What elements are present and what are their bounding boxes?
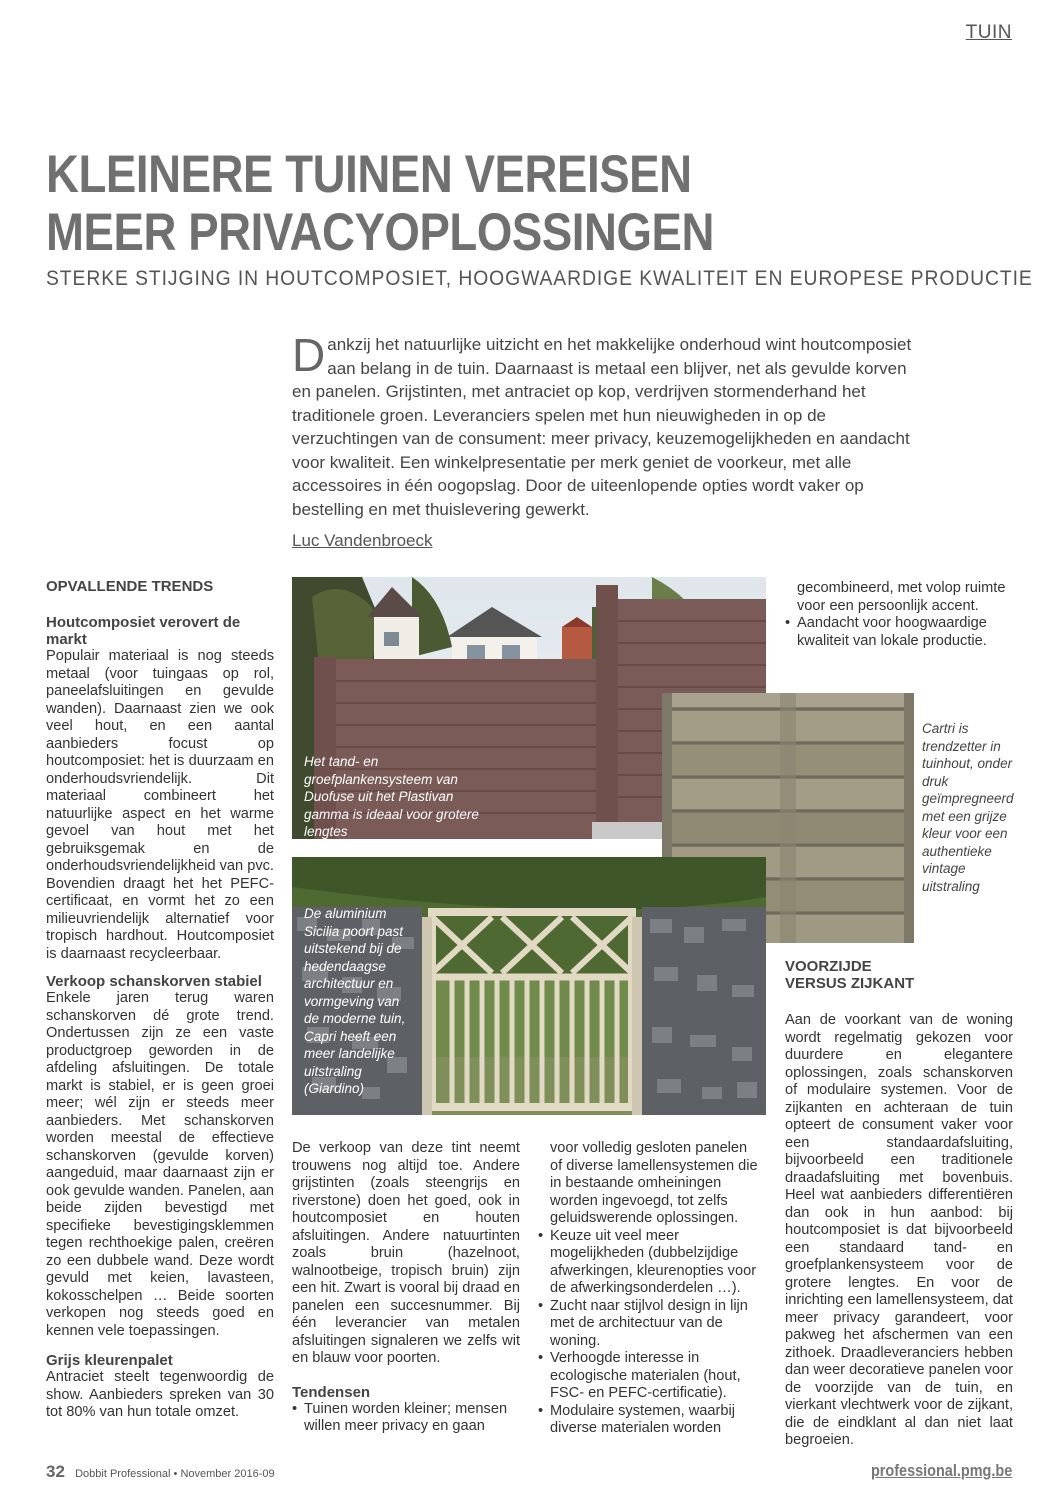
- author-byline: Luc Vandenbroeck: [292, 531, 433, 550]
- dropcap: D: [292, 329, 326, 381]
- bullet-list: [785, 615, 1013, 650]
- list-item: • Keuze uit veel meer mogelijkheden (dubbelzijdige afwerkingen, kleurenopties voor de afwerkingsonderdelen …).: [538, 1228, 762, 1298]
- page-number: 32: [46, 1462, 65, 1481]
- subheading-tendensen: Tendensen: [292, 1383, 371, 1401]
- paragraph-panelen: voor volledig gesloten panelen of diverse lamellensystemen die in bestaande omheiningen worden ingevoegd, tot zelfs geluidswerende oplossingen.: [550, 1140, 758, 1226]
- publication-info: Dobbit Professional • November 2016-09: [75, 1468, 275, 1480]
- section-heading-voorzijde: [785, 958, 1013, 992]
- paragraph-gecombineerd: gecombineerd, met volop ruimte voor een persoonlijk accent.: [797, 580, 1006, 614]
- list-item: • Modulaire systemen, waarbij diverse materialen worden: [538, 1403, 762, 1438]
- bullet-list: [538, 1228, 762, 1438]
- subheading-houtcomposiet: Houtcomposiet verovert de markt: [46, 614, 241, 648]
- section-tag: TUIN: [965, 22, 1012, 43]
- column-4: [785, 958, 1013, 1450]
- column-4-top: [785, 580, 1013, 650]
- list-item: • Zucht naar stijlvol design in lijn met de architectuur van de woning.: [538, 1298, 762, 1351]
- caption-cartri: Cartri is trendzetter in tuinhout, onder druk geïmpregneerd met een grijze kleur voor een authentieke vintage uitstraling: [922, 721, 1014, 894]
- subheading-schanskorven: Verkoop schanskorven stabiel: [46, 973, 262, 990]
- headline: [46, 146, 820, 262]
- paragraph-voorzijde: Aan de voorkant van de woning wordt regelmatig gekozen voor duurdere en elegantere oplossingen, zoals schanskorven of modulaire systemen. Voor de zijkanten en achteraan de tuin opteert de consument vaker voor een standaardafsluiting, bijvoorbeeld een traditionele draadafsluiting met bovenbuis. Heel wat aanbieders differentiëren dan ook in hun aanbod: bij houtcomposiet is dat bijvoorbeeld een standaard tand- en groefplankensysteem voor de grotere lengtes. En voor de inrichting een lamellensysteem, dat meer privacy garandeert, voor pakweg het afschermen van een zithoek. Draadleveranciers hebben dan weer decoratieve panelen voor de voorzijde van de tuin, en vierkant vlechtwerk voor de zijkant, die de eindklant al dan niet laat begroeien.: [785, 1012, 1013, 1448]
- heading-line-2: VERSUS ZIJKANT: [785, 975, 915, 992]
- list-item: • Verhoogde interesse in ecologische materialen (hout, FSC- en PEFC-certificatie).: [538, 1350, 762, 1403]
- list-item: • Aandacht voor hoogwaardige kwaliteit van lokale productie.: [785, 615, 1013, 650]
- subtitle: STERKE STIJGING IN HOUTCOMPOSIET, HOOGWAARDIGE KWALITEIT EN EUROPESE PRODUCTIE: [46, 267, 1033, 290]
- photo-sicilia-gate: [292, 857, 766, 1115]
- intro-paragraph: [292, 329, 922, 521]
- paragraph-kleurenpalet: Antraciet steelt tegenwoordig de show. Aanbieders spreken van 30 tot 80% van hun totale omzet.: [46, 1369, 274, 1420]
- website-link[interactable]: professional.pmg.be: [870, 1461, 1012, 1480]
- intro-text: ankzij het natuurlijke uitzicht en het makkelijke onderhoud wint houtcomposiet aan belang in de tuin. Daarnaast is metaal een blijver, net als gevulde korven en panelen. Grijstinten, met antraciet op kop, verdrijven stormenderhand het traditionele groen. Leveranciers spelen met hun nieuwigheden in op de verzuchtingen van de consument: meer privacy, keuzemogelijkheden en aandacht voor kwaliteit. Een winkelpresentatie per merk geniet de voorkeur, met alle accessoires in één oogopslag. Door de uiteenlopende opties wordt vaker op bestelling en met thuislevering gewerkt.: [292, 335, 912, 519]
- column-2: [292, 1140, 520, 1436]
- paragraph-schanskorven: Enkele jaren terug waren schanskorven dé grote trend. Ondertussen zijn ze een vaste productgroep geworden in de afdeling afsluitingen. De totale markt is stabiel, er is geen groei meer; wél zijn er steeds meer aanbieders. Met schanskorven worden meestal de effectieve schanskorven (gevulde korven) aangeduid, maar daarnaast zijn er ook gevulde wanden. Panelen, aan beide zijden bevestigd met specifieke bevestigingsklemmen tegen rechthoekige palen, creëren zo een dubbele wand. Deze wordt gevuld met keien, lavasteen, kokosschelpen … Beide soorten verkopen nog steeds goed en kennen vele toepassingen.: [46, 990, 275, 1339]
- caption-duofuse: Het tand- en groefplankensysteem van Duofuse uit het Plastivan gamma is ideaal voor grotere lengtes: [304, 754, 479, 839]
- caption-sicilia: De aluminium Sicilia poort past uitstekend bij de hedendaagse architectuur en vormgeving van de moderne tuin, Capri heeft een meer landelijke uitstraling (Giardino): [304, 906, 406, 1096]
- column-1: [46, 578, 274, 1422]
- headline-line-1: KLEINERE TUINEN VEREISEN: [46, 145, 692, 204]
- headline-line-2: MEER PRIVACYOPLOSSINGEN: [46, 203, 715, 262]
- footer-left: [46, 1462, 275, 1482]
- heading-line-1: VOORZIJDE: [785, 958, 872, 975]
- section-heading: OPVALLENDE TRENDS: [46, 578, 214, 595]
- list-item: • Tuinen worden kleiner; mensen willen meer privacy en gaan: [292, 1401, 520, 1436]
- paragraph-houtcomposiet: Populair materiaal is nog steeds metaal (voor tuingaas op rol, paneelafsluitingen en gevulde wanden). Daarnaast zien we ook veel hout, en een aantal aanbieders focust op houtcomposiet: het is duurzaam en onderhoudsvriendelijk. Dit materiaal combineert het natuurlijke aspect en het warme gevoel van hout met het gebruiksgemak en de onderhoudsvriendelijkheid van pvc. Bovendien draagt het het PEFC-certificaat, en vormt het zo een milieuvriendelijk alternatief voor tropisch hardhout. Houtcomposiet is daarnaast recycleerbaar.: [46, 648, 274, 962]
- column-3: [538, 1140, 762, 1438]
- tendensen-list: [292, 1401, 520, 1436]
- paragraph-tint: De verkoop van deze tint neemt trouwens nog altijd toe. Andere grijstinten (zoals steengrijs en riverstone) doen het goed, ook in houtcomposiet en houten afsluitingen. Andere natuurtinten zoals bruin (hazelnoot, walnootbeige, tropisch bruin) zijn een hit. Zwart is vooral bij draad en panelen een succesnummer. Bij één leverancier van metalen afsluitingen signaleren we zelfs wit en blauw voor poorten.: [292, 1140, 520, 1366]
- subheading-kleurenpalet: Grijs kleurenpalet: [46, 1352, 173, 1369]
